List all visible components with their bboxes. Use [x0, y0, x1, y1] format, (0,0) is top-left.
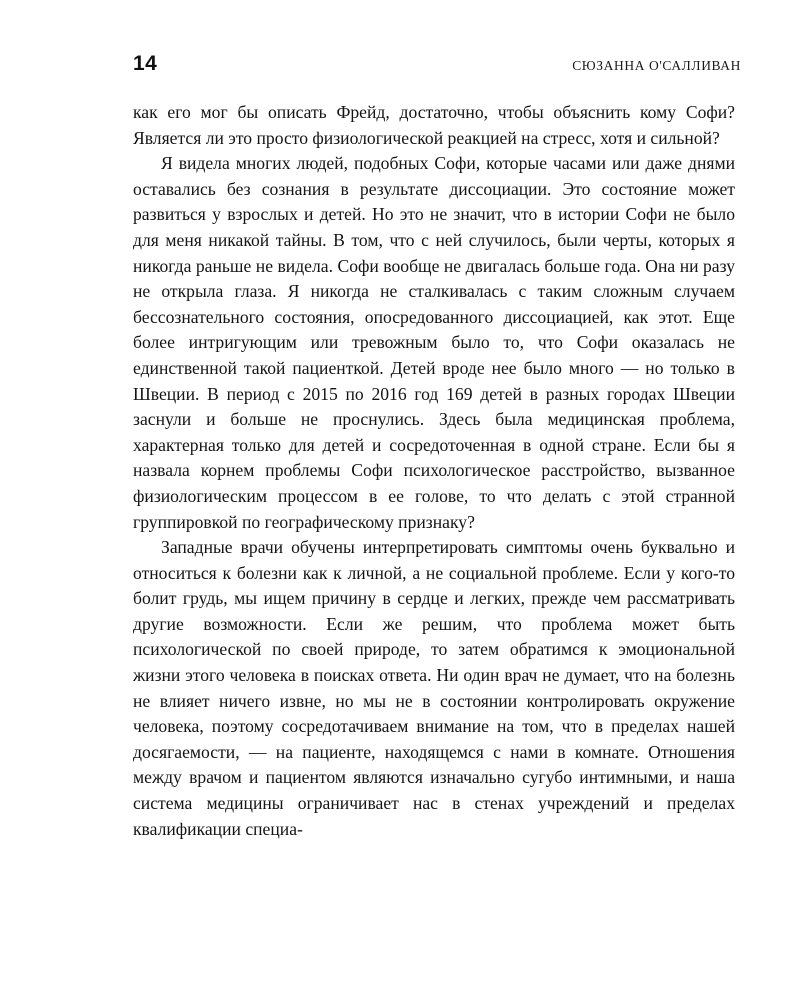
paragraph: Я видела многих людей, подобных Софи, которые часами или даже днями оставались без сознания в результате диссоциации. Это состояние может развиться у взрослых и детей. Но это не значит, что в истории Софи не было для меня никакой тайны. В том, что с ней случилось, были черты, которых я никогда раньше не видела. Софи вообще не двигалась больше года. Она ни разу не открыла глаза. Я никогда не сталкивалась с таким сложным случаем бессознательного состояния, опосредованного диссоциацией, как этот. Еще более интригующим или тревожным было то, что Софи оказалась не единственной такой пациенткой. Детей вроде нее было много — но только в Швеции. В период с 2015 по 2016 год 169 детей в разных городах Швеции заснули и больше не проснулись. Здесь была медицинская проблема, характерная только для детей и сосредоточенная в одной стране. Если бы я назвала корнем проблемы Софи психологическое расстройство, вызванное физиологическим процессом в ее голове, то что делать с этой странной группировкой по географическому признаку? — [133, 153, 735, 532]
body-text — [133, 100, 735, 842]
running-head — [133, 52, 741, 78]
paragraph: Западные врачи обучены интерпретировать симптомы очень буквально и относиться к болезни как к личной, а не социальной проблеме. Если у кого-то болит грудь, мы ищем причину в сердце и легких, прежде чем рассматривать другие возможности. Если же решим, что проблема может быть психологической по своей природе, то затем обратимся к эмоциональной жизни этого человека в поисках ответа. Ни один врач не думает, что на болезнь не влияет ничего извне, но мы не в состоянии контролировать окружение человека, поэтому сосредотачиваем внимание на том, что в пределах нашей досягаемости, — на пациенте, находящемся с нами в комнате. Отношения между врачом и пациентом являются изначально сугубо интимными, и наша система медицины ограничивает нас в стенах учреждений и пределах квалификации специа- — [133, 537, 735, 839]
page-content — [133, 52, 741, 842]
paragraph: как его мог бы описать Фрейд, достаточно, чтобы объяснить кому Софи? Является ли это просто физиологической реакцией на стресс, хотя и сильной? — [133, 102, 735, 148]
page-number: 14 — [133, 52, 158, 75]
running-title: СЮЗАННА О'САЛЛИВАН — [572, 58, 741, 73]
